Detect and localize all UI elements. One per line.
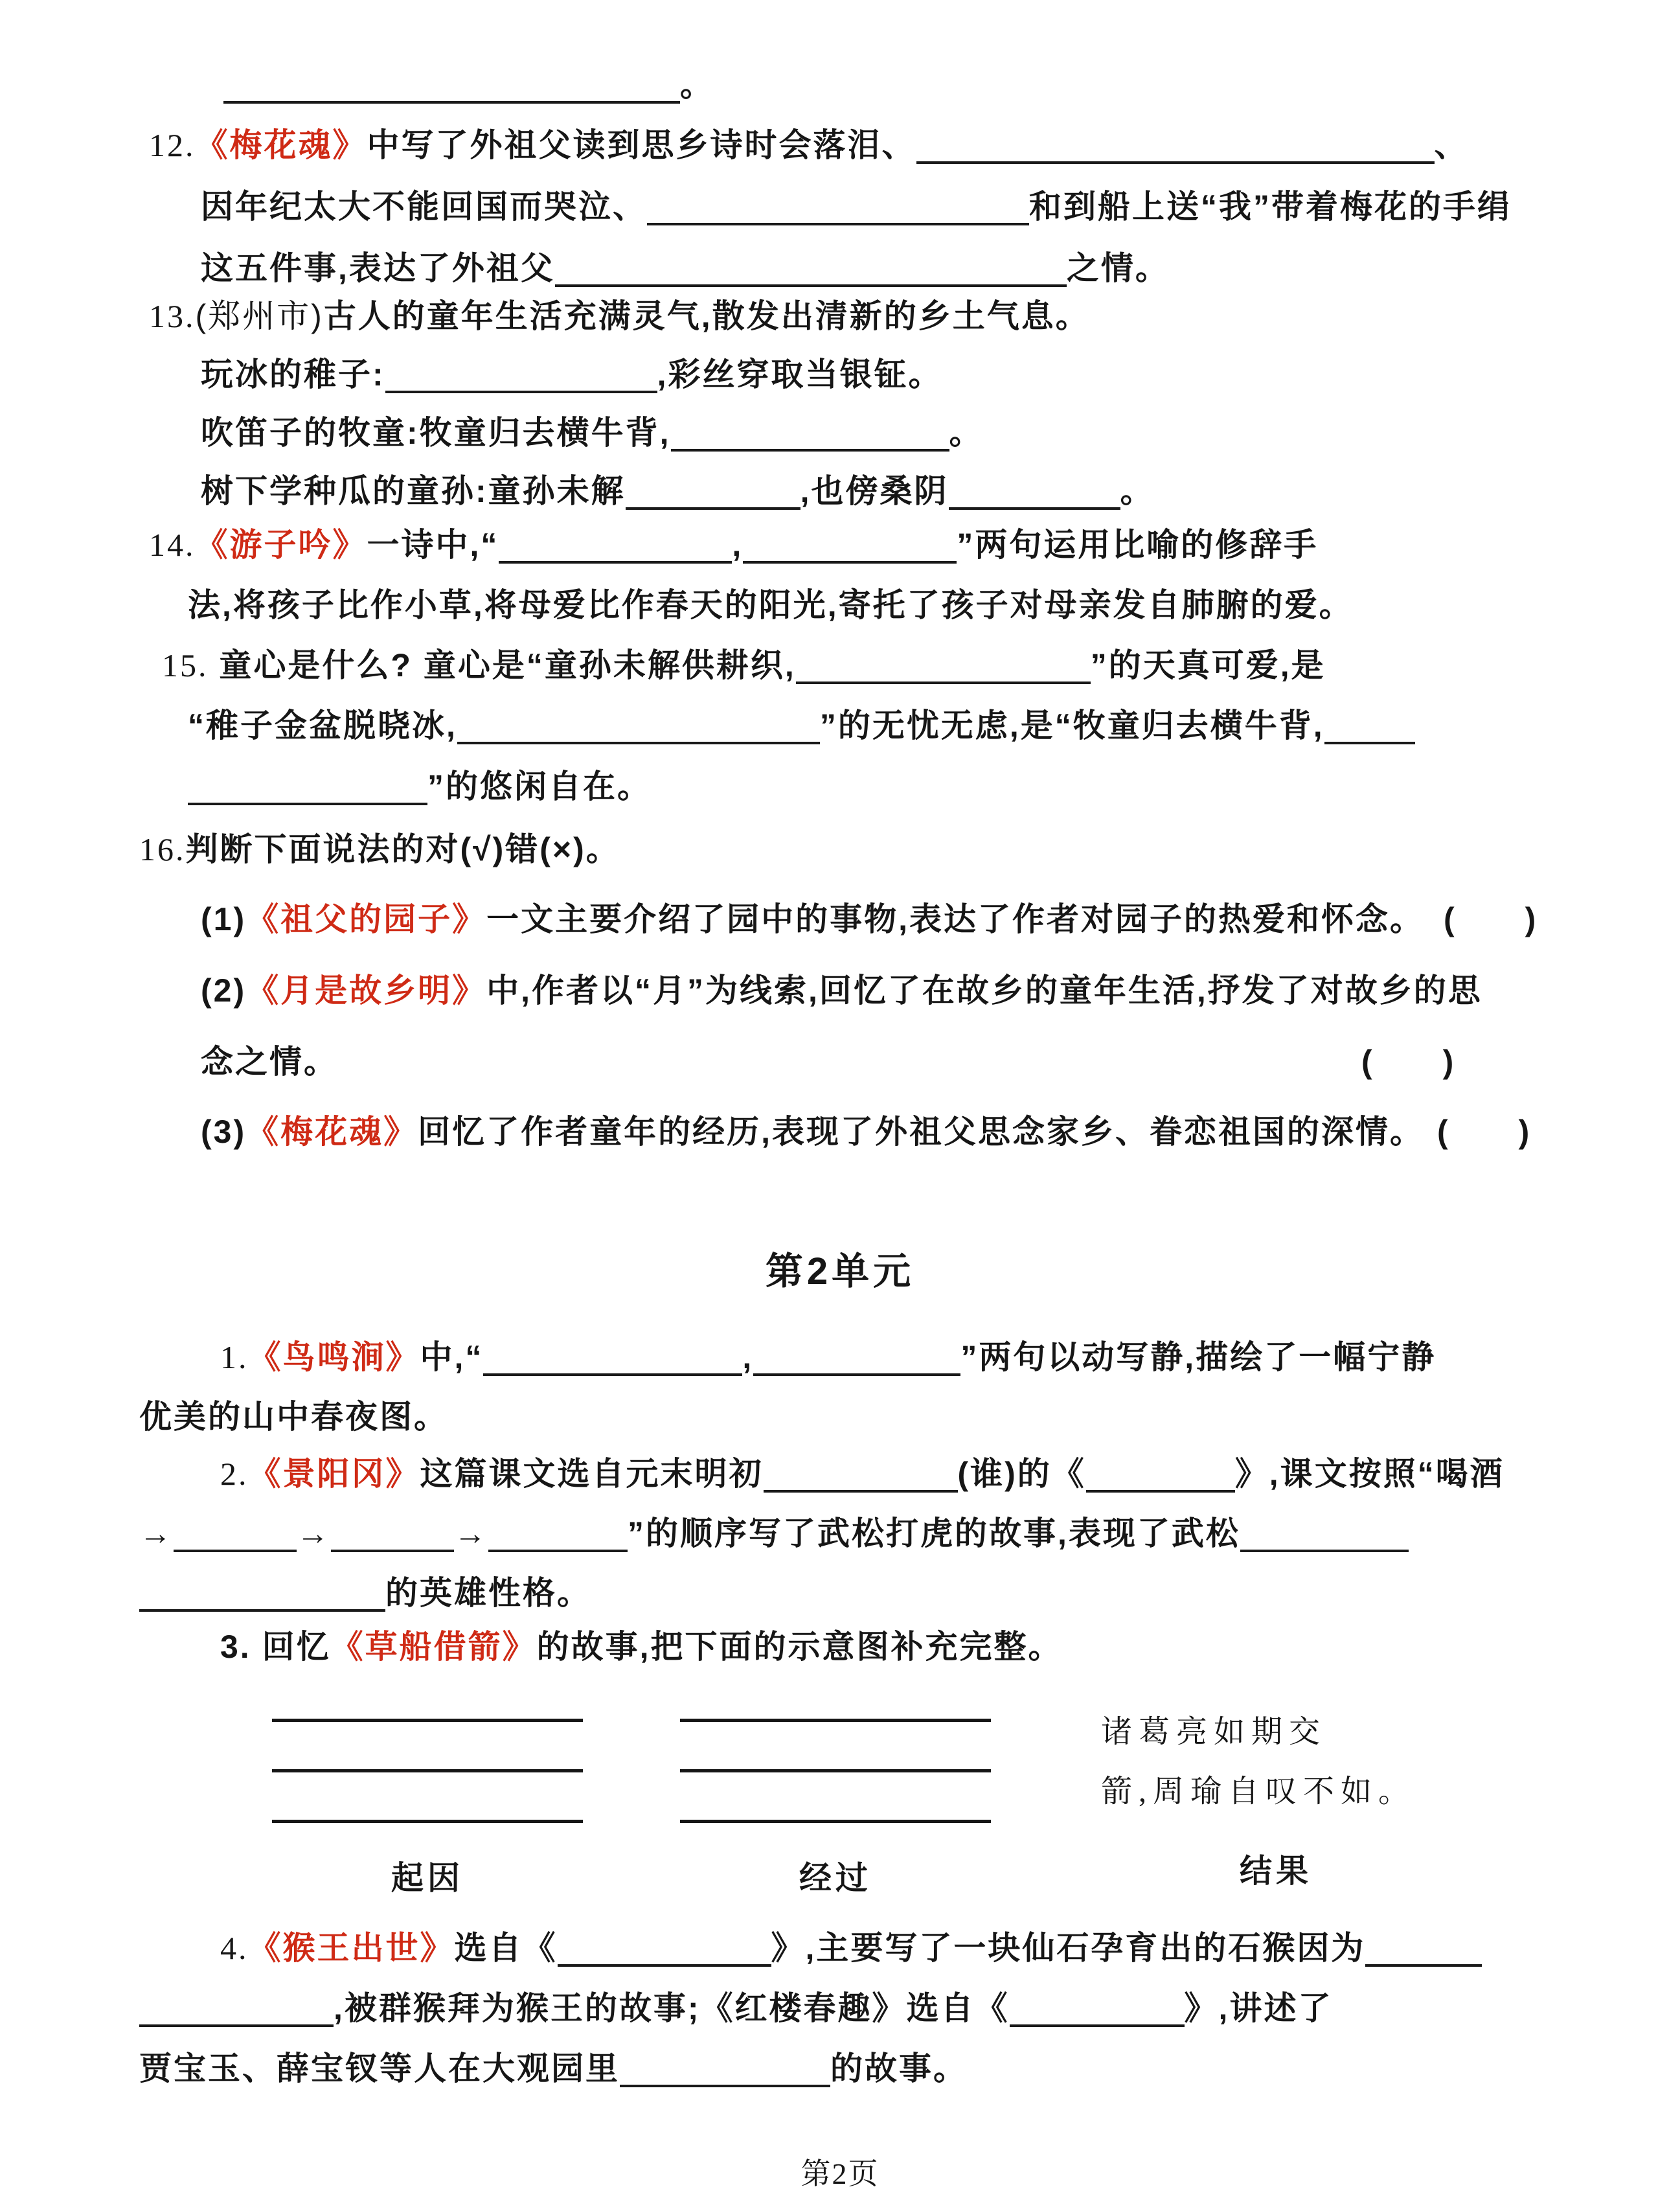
- text-run: 这篇课文选自元末明初: [420, 1456, 764, 1492]
- answer-blank-line: [680, 1719, 991, 1722]
- question-13-line-2: [201, 354, 1680, 395]
- item-number: 16.: [139, 831, 186, 867]
- diagram-process-label: 经过: [799, 1860, 872, 1896]
- question-14-line-1: [149, 525, 1680, 565]
- text-run: 回忆了作者童年的经历,表现了外祖父思念家乡、眷恋祖国的深情。: [418, 1114, 1424, 1150]
- book-title: 《景阳冈》: [248, 1456, 420, 1492]
- book-title: 《猴王出世》: [248, 1930, 455, 1966]
- text-run: →: [139, 1515, 174, 1552]
- text-run: 的英雄性格。: [385, 1575, 591, 1611]
- question-14-line-2: [188, 585, 1680, 625]
- text-run: 的故事。: [830, 2050, 968, 2087]
- book-title: 《鸟鸣涧》: [248, 1339, 420, 1375]
- text-run: 树下学种瓜的童孙:童孙未解: [201, 473, 626, 509]
- diagram-result-text-line-1: 诸葛亮如期交: [1101, 1715, 1327, 1749]
- text-run: 选自《: [906, 1990, 1010, 2026]
- diagram-result-column: [1101, 1702, 1451, 1899]
- unit2-question-3-stem: [220, 1627, 1680, 1667]
- answer-blank: [1240, 1517, 1409, 1552]
- answer-blank: [558, 1932, 771, 1967]
- text-run: 选自《: [454, 1930, 558, 1966]
- text-run: 》,课文按照“喝酒: [1234, 1456, 1504, 1492]
- text-run: “稚子金盆脱晓冰,: [188, 707, 457, 744]
- answer-blank: [555, 252, 1067, 287]
- answer-blank: [743, 529, 957, 564]
- text-run: (谁)的《: [957, 1456, 1086, 1492]
- text-run: ”两句运用比喻的修辞手: [957, 527, 1319, 563]
- answer-blank: [139, 1577, 385, 1612]
- text-run: 古人的童年生活充满灵气,散发出清新的乡土气息。: [323, 298, 1090, 334]
- book-title: 《梅花魂》: [246, 1114, 418, 1150]
- answer-blank-line: [680, 1769, 991, 1772]
- text-run: ”的天真可爱,是: [1090, 647, 1326, 683]
- unit2-question-2-line-1: [220, 1454, 1680, 1494]
- unit2-question-4-line-1: [220, 1928, 1680, 1968]
- text-run: 中,“: [420, 1339, 484, 1375]
- question-12-line-1: [149, 125, 1680, 165]
- text-run: 。: [949, 415, 984, 451]
- diagram-cause-label: 起因: [391, 1860, 464, 1896]
- text-run: (3): [201, 1114, 247, 1150]
- text-run: 、: [1434, 127, 1469, 163]
- text-run: ,: [732, 527, 744, 563]
- text-run: 童心是什么? 童心是“童孙未解供耕织,: [208, 647, 796, 683]
- text-run: →: [454, 1515, 488, 1552]
- diagram-result-text: [1101, 1702, 1451, 1822]
- question-15-line-1: [162, 645, 1680, 685]
- page-number-footer: 第2页: [800, 2157, 880, 2190]
- text-run: 这五件事,表达了外祖父: [201, 250, 555, 286]
- text-run: ,: [742, 1339, 754, 1375]
- question-12-line-2: [201, 187, 1680, 227]
- answer-blank: [1086, 1458, 1235, 1493]
- answer-blank: [174, 1517, 297, 1552]
- item-number: 2.: [220, 1456, 249, 1492]
- spacer: [338, 1072, 1361, 1073]
- answer-blank: [1324, 709, 1415, 744]
- answer-blank: [331, 1517, 454, 1552]
- answer-blank-line: [272, 1820, 583, 1823]
- text-run: 中,作者以“月”为线索,回忆了在故乡的童年生活,抒发了对故乡的思: [486, 972, 1482, 1009]
- answer-blank: [1010, 1992, 1185, 2027]
- question-16-item-1: [201, 899, 1680, 939]
- answer-blank: [499, 529, 732, 564]
- text-run: 之情。: [1066, 250, 1170, 286]
- question-13-line-4: [201, 471, 1680, 511]
- answer-blank: [949, 475, 1120, 510]
- answer-blank: [385, 358, 657, 393]
- question-13-line-1: [149, 296, 1680, 336]
- unit2-question-1-line-1: [220, 1337, 1680, 1377]
- diagram-cause-column: [272, 1702, 583, 1899]
- question-15-line-2: [188, 705, 1680, 746]
- unit2-question-2-line-2: [139, 1513, 1680, 1553]
- text-run: 3. 回忆: [220, 1629, 331, 1665]
- text-run: 玩冰的稚子:: [201, 356, 385, 393]
- book-title: 《草船借箭》: [330, 1629, 537, 1665]
- answer-blank-line: [272, 1769, 583, 1772]
- spacer: [1424, 1142, 1437, 1143]
- text-run: 法,将孩子比作小草,将母爱比作春天的阳光,寄托了孩子对母亲发自肺腑的爱。: [188, 587, 1354, 623]
- unit2-question-1-line-2: [139, 1397, 1680, 1437]
- text-run: 一文主要介绍了园中的事物,表达了作者对园子的热爱和怀念。: [486, 901, 1424, 937]
- answer-blank: [671, 417, 949, 452]
- item-number: 1.: [220, 1339, 249, 1375]
- unit2-question-4-line-3: [139, 2048, 1680, 2089]
- text-run: →: [297, 1515, 331, 1552]
- question-16-item-2-l2: [201, 1042, 1680, 1082]
- answer-blank: [796, 649, 1091, 684]
- book-title: 《梅花魂》: [195, 127, 367, 163]
- item-number: 13.: [149, 298, 196, 334]
- answer-blank: [626, 475, 800, 510]
- diagram-result-label: 结果: [1240, 1853, 1312, 1889]
- text-run: ”两句以动写静,描绘了一幅宁静: [960, 1339, 1436, 1375]
- answer-blank: [488, 1517, 628, 1552]
- answer-blank: [457, 709, 820, 744]
- answer-blank: [916, 129, 1435, 164]
- answer-blank: [753, 1341, 960, 1376]
- text-run: 念之情。: [201, 1044, 338, 1080]
- text-run: 》,主要写了一块仙石孕育出的石猴因为: [771, 1930, 1366, 1966]
- book-title: 《月是故乡明》: [246, 972, 487, 1009]
- text-run: ( ): [1437, 1114, 1532, 1150]
- answer-blank: [647, 190, 1029, 225]
- question-13-line-3: [201, 413, 1680, 453]
- text-run: 贾宝玉、薛宝钗等人在大观园里: [139, 2050, 620, 2087]
- diagram-process-column: [680, 1702, 991, 1899]
- opening-blank-line: [223, 65, 1680, 105]
- question-12-line-3: [201, 248, 1680, 288]
- text-run: ,也傍桑阴: [800, 473, 949, 509]
- unit-2-heading: 第2单元: [765, 1250, 915, 1292]
- answer-blank: [188, 770, 427, 805]
- text-run: (2): [201, 972, 247, 1009]
- text-run: 吹笛子的牧童:牧童归去横牛背,: [201, 415, 671, 451]
- text-run: ( ): [1361, 1044, 1456, 1080]
- text-run: 。: [680, 67, 714, 103]
- question-16-item-2-l1: [201, 970, 1680, 1011]
- text-run: 的故事,把下面的示意图补充完整。: [536, 1629, 1063, 1665]
- text-run: 判断下面说法的对(√)错(×)。: [185, 831, 620, 867]
- answer-blank: [223, 69, 680, 104]
- answer-blank: [764, 1458, 958, 1493]
- item-number: 12.: [149, 127, 196, 163]
- text-run: ”的顺序写了武松打虎的故事,表现了武松: [628, 1515, 1240, 1552]
- question-16-stem: [139, 829, 1680, 869]
- text-run: (1): [201, 901, 247, 937]
- text-run: 。: [1120, 473, 1155, 509]
- text-run: 《红楼春趣》: [700, 1990, 907, 2026]
- text-run: 因年纪太大不能回国而哭泣、: [201, 189, 647, 225]
- answer-blank: [483, 1341, 742, 1376]
- question-15-line-3: [188, 766, 1680, 807]
- answer-blank: [1365, 1932, 1482, 1967]
- item-number: 4.: [220, 1930, 249, 1966]
- answer-blank: [139, 1992, 334, 2027]
- diagram-result-text-line-2: 箭,周瑜自叹不如。: [1101, 1774, 1416, 1809]
- text-run: ”的无忧无虑,是“牧童归去横牛背,: [819, 707, 1324, 744]
- unit2-question-2-line-3: [139, 1573, 1680, 1613]
- text-run: 中写了外祖父读到思乡诗时会落泪、: [367, 127, 916, 163]
- text-run: 和到船上送“我”带着梅花的手绢: [1029, 189, 1512, 225]
- unit2-question-4-line-2: [139, 1988, 1680, 2028]
- text-run: ”的悠闲自在。: [427, 768, 652, 805]
- item-number: 15.: [162, 647, 209, 683]
- text-run: ( ): [1444, 901, 1538, 937]
- question-16-item-3: [201, 1112, 1680, 1152]
- answer-blank-line: [272, 1719, 583, 1722]
- text-run: 》,讲述了: [1184, 1990, 1333, 2026]
- book-title: 《祖父的园子》: [246, 901, 487, 937]
- text-run: (郑州市): [195, 298, 324, 334]
- text-run: 一诗中,“: [367, 527, 499, 563]
- text-run: ,彩丝穿取当银钲。: [657, 356, 943, 393]
- book-title: 《游子吟》: [195, 527, 367, 563]
- answer-blank-line: [680, 1820, 991, 1823]
- item-number: 14.: [149, 527, 196, 563]
- answer-blank: [620, 2052, 830, 2087]
- text-run: ,被群猴拜为猴王的故事;: [334, 1990, 701, 2026]
- story-map-diagram: [272, 1702, 1680, 1899]
- text-run: 优美的山中春夜图。: [139, 1399, 448, 1435]
